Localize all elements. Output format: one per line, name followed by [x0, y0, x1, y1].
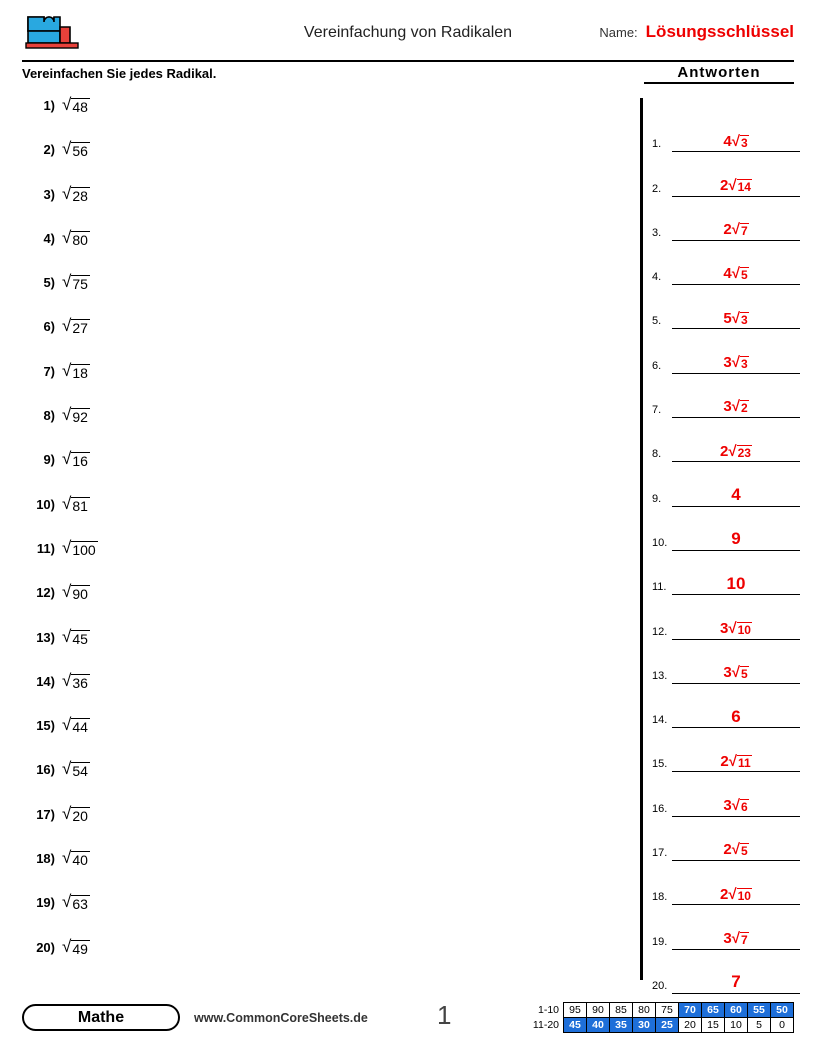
- answer-radical: [728, 177, 752, 195]
- answer-value: [672, 221, 800, 241]
- answer-number: 7.: [652, 404, 662, 417]
- answer-value: [672, 265, 800, 285]
- answer-radical: [732, 930, 749, 948]
- answer-coefficient: 2: [720, 885, 729, 903]
- problem-item: [22, 273, 622, 317]
- instructions-text: Vereinfachen Sie jedes Radikal.: [22, 66, 217, 81]
- score-cell: 20: [679, 1018, 702, 1033]
- radical-expression: [62, 760, 90, 778]
- answer-radical: [728, 443, 752, 461]
- answer-number: 1.: [652, 138, 662, 151]
- vertical-divider: [640, 98, 643, 980]
- answer-number: 14.: [652, 714, 668, 727]
- radical-sign: √: [62, 715, 72, 735]
- answer-coefficient: 3: [723, 664, 732, 682]
- problem-number: 12): [36, 585, 55, 601]
- radicand: 20: [72, 807, 88, 824]
- radical-expression: [62, 273, 90, 291]
- answer-number: 3.: [652, 226, 662, 239]
- problem-item: [22, 229, 622, 273]
- answer-value: [672, 886, 800, 906]
- problem-number: 6): [43, 319, 55, 335]
- answer-item: [652, 241, 800, 285]
- radical-sign: √: [731, 929, 740, 947]
- score-cell: 80: [633, 1003, 656, 1018]
- radicand: 6: [740, 799, 748, 814]
- radicand: 27: [72, 320, 88, 337]
- answer-item: [652, 551, 800, 595]
- radical-sign: √: [731, 132, 740, 150]
- answer-item: [652, 329, 800, 373]
- radicand: 90: [72, 586, 88, 603]
- answer-value: [672, 177, 800, 197]
- radicand: 54: [72, 763, 88, 780]
- answer-coefficient: 9: [731, 529, 741, 549]
- answer-coefficient: 3: [723, 796, 732, 814]
- radical-sign: √: [731, 309, 740, 327]
- problem-item: [22, 938, 622, 982]
- radicand: 14: [737, 179, 751, 194]
- problem-item: [22, 805, 622, 849]
- answer-coefficient: 5: [723, 309, 732, 327]
- score-cell: 50: [771, 1003, 794, 1018]
- radicand: 44: [72, 719, 88, 736]
- answer-item: [652, 640, 800, 684]
- answer-radical: [728, 886, 752, 904]
- radical-expression: [62, 317, 90, 335]
- problem-item: [22, 185, 622, 229]
- score-row-label: 1-10: [537, 1004, 559, 1016]
- answer-radical: [729, 753, 752, 771]
- radicand: 63: [72, 896, 88, 913]
- problem-item: [22, 849, 622, 893]
- score-cell: 25: [656, 1018, 679, 1033]
- answer-key-label: Lösungsschlüssel: [645, 22, 794, 41]
- answer-number: 16.: [652, 802, 668, 815]
- answer-item: [652, 507, 800, 551]
- problem-number: 13): [36, 629, 55, 645]
- radicand: 7: [740, 932, 748, 947]
- radicand: 92: [72, 409, 88, 426]
- problem-number: 8): [43, 408, 55, 424]
- radical-sign: √: [62, 316, 72, 336]
- radical-expression: [62, 362, 90, 380]
- score-cell: 45: [564, 1018, 587, 1033]
- page-title: Vereinfachung von Radikalen: [303, 24, 513, 41]
- answer-item: [652, 285, 800, 329]
- radical-sign: √: [62, 670, 72, 690]
- radicand: 5: [740, 844, 748, 859]
- radical-sign: √: [728, 885, 737, 903]
- answer-item: [652, 152, 800, 196]
- answer-list: [652, 108, 800, 994]
- answer-coefficient: 7: [731, 972, 741, 992]
- answer-value: [672, 972, 800, 994]
- problem-item: [22, 317, 622, 361]
- radical-sign: √: [62, 405, 72, 425]
- answer-radical: [732, 841, 749, 859]
- radicand: 23: [737, 445, 751, 460]
- answer-number: 18.: [652, 891, 668, 904]
- answer-radical: [732, 664, 749, 682]
- radical-sign: √: [728, 619, 737, 637]
- radicand: 3: [740, 135, 748, 150]
- radical-expression: [62, 583, 90, 601]
- answer-number: 17.: [652, 847, 668, 860]
- answer-item: [652, 905, 800, 949]
- problem-number: 5): [43, 275, 55, 291]
- answer-value: [672, 529, 800, 551]
- answer-number: 19.: [652, 935, 668, 948]
- problem-number: 18): [36, 851, 55, 867]
- answer-item: [652, 950, 800, 994]
- score-cell: 60: [725, 1003, 748, 1018]
- answer-coefficient: 3: [723, 398, 732, 416]
- answer-number: 6.: [652, 359, 662, 372]
- radicand: 36: [72, 674, 88, 691]
- radicand: 40: [72, 852, 88, 869]
- radical-expression: [62, 450, 90, 468]
- problem-item: [22, 96, 622, 140]
- answer-item: [652, 108, 800, 152]
- radicand: 56: [72, 143, 88, 160]
- answer-number: 10.: [652, 536, 668, 549]
- problem-item: [22, 495, 622, 539]
- problem-list: [22, 96, 622, 982]
- answer-coefficient: 2: [723, 221, 732, 239]
- radical-sign: √: [728, 442, 737, 460]
- answer-value: [672, 443, 800, 463]
- score-cell: 90: [587, 1003, 610, 1018]
- score-row-label: 11-20: [532, 1019, 559, 1031]
- answer-radical: [732, 797, 749, 815]
- radical-sign: √: [62, 759, 72, 779]
- radicand: 10: [737, 622, 751, 637]
- radical-sign: √: [731, 664, 740, 682]
- radical-sign: √: [62, 936, 72, 956]
- problem-number: 14): [36, 673, 55, 689]
- answer-item: [652, 817, 800, 861]
- answer-coefficient: 4: [731, 485, 741, 505]
- radical-expression: [62, 893, 90, 911]
- radical-sign: √: [62, 360, 72, 380]
- answer-radical: [732, 310, 749, 328]
- problem-item: [22, 140, 622, 184]
- radicand: 100: [72, 541, 96, 558]
- problem-number: 4): [43, 230, 55, 246]
- radical-expression: [62, 628, 90, 646]
- radicand: 3: [740, 356, 748, 371]
- radical-sign: √: [728, 752, 737, 770]
- problem-number: 1): [43, 98, 55, 113]
- problem-number: 20): [36, 939, 55, 955]
- problem-item: [22, 450, 622, 494]
- answer-value: [672, 664, 800, 684]
- answer-value: [672, 133, 800, 153]
- radical-expression: [62, 495, 90, 513]
- radical-sign: √: [62, 626, 72, 646]
- radical-sign: √: [62, 227, 72, 247]
- radicand: 28: [72, 187, 88, 204]
- answer-value: [672, 485, 800, 507]
- answer-coefficient: 6: [731, 706, 741, 726]
- problem-number: 19): [36, 895, 55, 911]
- radical-sign: √: [728, 176, 737, 194]
- problem-item: [22, 672, 622, 716]
- radicand: 80: [72, 231, 88, 248]
- answer-value: [672, 398, 800, 418]
- answer-coefficient: 2: [720, 752, 729, 770]
- score-cell: 70: [679, 1003, 702, 1018]
- answer-radical: [732, 398, 749, 416]
- radical-expression: [62, 539, 98, 557]
- score-cell: 0: [771, 1018, 794, 1033]
- radical-expression: [62, 672, 90, 690]
- footer: [22, 1002, 794, 1042]
- radicand: 3: [740, 312, 748, 327]
- radical-expression: [62, 96, 90, 114]
- answer-item: [652, 728, 800, 772]
- table-row: [530, 1018, 794, 1033]
- answer-radical: [732, 221, 749, 239]
- header: [22, 10, 794, 62]
- problem-item: [22, 760, 622, 804]
- problem-number: 17): [36, 806, 55, 822]
- problem-number: 9): [43, 452, 55, 468]
- answer-value: [672, 620, 800, 640]
- name-label: Name:: [599, 25, 638, 40]
- score-cell: 85: [610, 1003, 633, 1018]
- answer-coefficient: 4: [723, 132, 732, 150]
- problem-number: 15): [36, 718, 55, 734]
- answer-number: 12.: [652, 625, 668, 638]
- answer-item: [652, 861, 800, 905]
- score-cell: 30: [633, 1018, 656, 1033]
- answer-value: [672, 707, 800, 729]
- answer-coefficient: 3: [720, 619, 729, 637]
- answer-number: 4.: [652, 271, 662, 284]
- answer-item: [652, 374, 800, 418]
- answer-coefficient: 2: [720, 176, 729, 194]
- radical-expression: [62, 185, 90, 203]
- answer-value: [672, 797, 800, 817]
- answers-heading: Antworten: [644, 64, 794, 84]
- answer-radical: [732, 133, 749, 151]
- answer-coefficient: 2: [720, 442, 729, 460]
- problem-item: [22, 583, 622, 627]
- radical-sign: √: [731, 796, 740, 814]
- table-row: [530, 1003, 794, 1018]
- radicand: 45: [72, 630, 88, 647]
- radical-sign: √: [62, 139, 72, 159]
- radicand: 49: [72, 940, 88, 957]
- radical-expression: [62, 849, 90, 867]
- answer-number: 2.: [652, 182, 662, 195]
- answer-number: 13.: [652, 669, 668, 682]
- answer-coefficient: 2: [723, 841, 732, 859]
- answer-radical: [728, 620, 752, 638]
- answer-value: [672, 841, 800, 861]
- radicand: 18: [72, 364, 88, 381]
- answer-coefficient: 10: [726, 573, 746, 593]
- answer-radical: [732, 265, 749, 283]
- website-url: www.CommonCoreSheets.de: [194, 1011, 368, 1025]
- radical-sign: √: [62, 892, 72, 912]
- radicand: 11: [737, 755, 751, 770]
- radicand: 5: [740, 667, 748, 682]
- radical-sign: √: [731, 221, 740, 239]
- radical-sign: √: [62, 537, 72, 557]
- answer-coefficient: 3: [723, 353, 732, 371]
- score-cell: 35: [610, 1018, 633, 1033]
- answer-item: [652, 418, 800, 462]
- radicand: 16: [72, 453, 88, 470]
- radical-sign: √: [62, 272, 72, 292]
- score-cell: 40: [587, 1018, 610, 1033]
- radical-sign: √: [62, 493, 72, 513]
- problem-number: 2): [43, 142, 55, 158]
- radical-sign: √: [62, 803, 72, 823]
- radical-expression: [62, 229, 90, 247]
- score-cell: 75: [656, 1003, 679, 1018]
- radicand: 75: [72, 276, 88, 293]
- answer-radical: [732, 354, 749, 372]
- radicand: 5: [740, 268, 748, 283]
- score-cell: 15: [702, 1018, 725, 1033]
- problem-number: 11): [36, 540, 55, 556]
- answer-value: [672, 574, 800, 596]
- answer-value: [672, 310, 800, 330]
- radicand: 48: [72, 99, 88, 115]
- problem-number: 10): [36, 496, 55, 512]
- radical-expression: [62, 140, 90, 158]
- subject-badge: Mathe: [22, 1004, 180, 1031]
- answer-coefficient: 3: [723, 929, 732, 947]
- answer-item: [652, 462, 800, 506]
- problem-item: [22, 893, 622, 937]
- radical-expression: [62, 406, 90, 424]
- answer-item: [652, 772, 800, 816]
- radical-sign: √: [731, 265, 740, 283]
- answer-number: 20.: [652, 979, 668, 992]
- problem-item: [22, 406, 622, 450]
- radical-sign: √: [731, 398, 740, 416]
- answer-number: 9.: [652, 492, 662, 505]
- radical-sign: √: [731, 353, 740, 371]
- score-cell: 5: [748, 1018, 771, 1033]
- problem-number: 3): [43, 186, 55, 202]
- score-cell: 10: [725, 1018, 748, 1033]
- radical-expression: [62, 938, 90, 956]
- score-cell: 55: [748, 1003, 771, 1018]
- radical-sign: √: [731, 841, 740, 859]
- answer-number: 8.: [652, 448, 662, 461]
- page-number: 1: [437, 1000, 452, 1030]
- problem-item: [22, 539, 622, 583]
- score-table: [530, 1002, 795, 1033]
- problem-number: 7): [43, 363, 55, 379]
- problem-number: 16): [36, 762, 55, 778]
- radical-sign: √: [62, 582, 72, 602]
- problem-item: [22, 628, 622, 672]
- answer-value: [672, 930, 800, 950]
- radicand: 7: [740, 224, 748, 239]
- radicand: 2: [740, 401, 748, 416]
- answer-number: 11.: [652, 581, 667, 594]
- problem-item: [22, 716, 622, 760]
- problem-item: [22, 362, 622, 406]
- score-cell: 95: [564, 1003, 587, 1018]
- radical-sign: √: [62, 95, 72, 114]
- radicand: 10: [737, 888, 751, 903]
- score-cell: 65: [702, 1003, 725, 1018]
- answer-item: [652, 595, 800, 639]
- name-block: [599, 22, 794, 42]
- radical-sign: √: [62, 848, 72, 868]
- radical-sign: √: [62, 449, 72, 469]
- radical-sign: √: [62, 183, 72, 203]
- answer-value: [672, 354, 800, 374]
- answer-item: [652, 684, 800, 728]
- radical-expression: [62, 805, 90, 823]
- answer-value: [672, 753, 800, 773]
- instructions-row: [22, 65, 794, 87]
- radical-expression: [62, 716, 90, 734]
- answer-number: 5.: [652, 315, 662, 328]
- answer-item: [652, 197, 800, 241]
- answer-number: 15.: [652, 758, 668, 771]
- radicand: 81: [72, 497, 88, 514]
- answer-coefficient: 4: [723, 265, 732, 283]
